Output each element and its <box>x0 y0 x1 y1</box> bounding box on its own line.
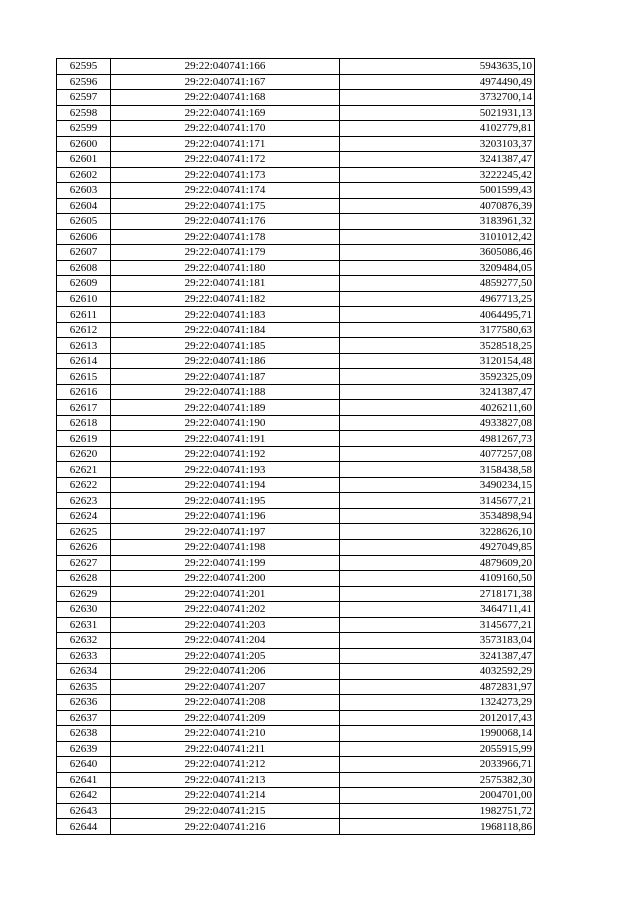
row-number-cell: 62619 <box>57 431 111 447</box>
row-number-cell: 62622 <box>57 477 111 493</box>
row-number-cell: 62639 <box>57 741 111 757</box>
cadastral-value-table <box>56 58 535 835</box>
table-row <box>57 477 535 493</box>
cadastral-value-cell: 4109160,50 <box>340 571 535 587</box>
cadastral-value-cell: 3101012,42 <box>340 229 535 245</box>
cadastral-value-cell: 3158438,58 <box>340 462 535 478</box>
table-row <box>57 400 535 416</box>
cadastral-value-cell: 2004701,00 <box>340 788 535 804</box>
cadastral-value-cell: 4026211,60 <box>340 400 535 416</box>
cadastral-value-cell: 3203103,37 <box>340 136 535 152</box>
cadastral-number-cell: 29:22:040741:213 <box>111 772 340 788</box>
table-row <box>57 462 535 478</box>
cadastral-number-cell: 29:22:040741:170 <box>111 121 340 137</box>
row-number-cell: 62608 <box>57 260 111 276</box>
cadastral-number-cell: 29:22:040741:171 <box>111 136 340 152</box>
row-number-cell: 62610 <box>57 291 111 307</box>
table-row <box>57 493 535 509</box>
row-number-cell: 62636 <box>57 695 111 711</box>
table-row <box>57 245 535 261</box>
cadastral-value-cell: 3145677,21 <box>340 617 535 633</box>
cadastral-value-cell: 4879609,20 <box>340 555 535 571</box>
table-row <box>57 322 535 338</box>
cadastral-value-cell: 5001599,43 <box>340 183 535 199</box>
row-number-cell: 62617 <box>57 400 111 416</box>
table-row <box>57 757 535 773</box>
cadastral-number-cell: 29:22:040741:194 <box>111 477 340 493</box>
row-number-cell: 62626 <box>57 539 111 555</box>
table-row <box>57 648 535 664</box>
table-row <box>57 74 535 90</box>
cadastral-value-cell: 3228626,10 <box>340 524 535 540</box>
cadastral-value-cell: 2012017,43 <box>340 710 535 726</box>
table-row <box>57 710 535 726</box>
row-number-cell: 62624 <box>57 508 111 524</box>
cadastral-number-cell: 29:22:040741:176 <box>111 214 340 230</box>
cadastral-number-cell: 29:22:040741:182 <box>111 291 340 307</box>
table-row <box>57 183 535 199</box>
cadastral-number-cell: 29:22:040741:200 <box>111 571 340 587</box>
cadastral-value-cell: 4974490,49 <box>340 74 535 90</box>
cadastral-number-cell: 29:22:040741:175 <box>111 198 340 214</box>
cadastral-number-cell: 29:22:040741:188 <box>111 384 340 400</box>
cadastral-number-cell: 29:22:040741:196 <box>111 508 340 524</box>
cadastral-number-cell: 29:22:040741:207 <box>111 679 340 695</box>
cadastral-number-cell: 29:22:040741:187 <box>111 369 340 385</box>
cadastral-value-cell: 3241387,47 <box>340 384 535 400</box>
row-number-cell: 62630 <box>57 602 111 618</box>
cadastral-number-cell: 29:22:040741:178 <box>111 229 340 245</box>
row-number-cell: 62641 <box>57 772 111 788</box>
cadastral-value-cell: 3241387,47 <box>340 152 535 168</box>
row-number-cell: 62620 <box>57 446 111 462</box>
cadastral-number-cell: 29:22:040741:193 <box>111 462 340 478</box>
cadastral-value-cell: 3605086,46 <box>340 245 535 261</box>
table-row <box>57 741 535 757</box>
row-number-cell: 62607 <box>57 245 111 261</box>
table-row <box>57 602 535 618</box>
cadastral-number-cell: 29:22:040741:168 <box>111 90 340 106</box>
table-row <box>57 524 535 540</box>
cadastral-number-cell: 29:22:040741:203 <box>111 617 340 633</box>
cadastral-number-cell: 29:22:040741:166 <box>111 59 340 75</box>
table-row <box>57 167 535 183</box>
table-row <box>57 679 535 695</box>
row-number-cell: 62609 <box>57 276 111 292</box>
row-number-cell: 62613 <box>57 338 111 354</box>
cadastral-value-cell: 3490234,15 <box>340 477 535 493</box>
cadastral-number-cell: 29:22:040741:201 <box>111 586 340 602</box>
cadastral-value-cell: 3534898,94 <box>340 508 535 524</box>
table-row <box>57 803 535 819</box>
cadastral-number-cell: 29:22:040741:205 <box>111 648 340 664</box>
cadastral-value-cell: 3573183,04 <box>340 633 535 649</box>
table-row <box>57 307 535 323</box>
row-number-cell: 62638 <box>57 726 111 742</box>
cadastral-value-cell: 2055915,99 <box>340 741 535 757</box>
row-number-cell: 62611 <box>57 307 111 323</box>
cadastral-value-cell: 3528518,25 <box>340 338 535 354</box>
cadastral-value-cell: 4859277,50 <box>340 276 535 292</box>
row-number-cell: 62629 <box>57 586 111 602</box>
cadastral-number-cell: 29:22:040741:211 <box>111 741 340 757</box>
cadastral-value-cell: 5021931,13 <box>340 105 535 121</box>
row-number-cell: 62605 <box>57 214 111 230</box>
cadastral-value-cell: 4070876,39 <box>340 198 535 214</box>
row-number-cell: 62627 <box>57 555 111 571</box>
row-number-cell: 62615 <box>57 369 111 385</box>
table-row <box>57 136 535 152</box>
table-row <box>57 229 535 245</box>
table-row <box>57 695 535 711</box>
table-row <box>57 819 535 835</box>
table-row <box>57 121 535 137</box>
cadastral-value-cell: 2575382,30 <box>340 772 535 788</box>
cadastral-value-cell: 2718171,38 <box>340 586 535 602</box>
table-row <box>57 586 535 602</box>
cadastral-number-cell: 29:22:040741:215 <box>111 803 340 819</box>
row-number-cell: 62631 <box>57 617 111 633</box>
cadastral-number-cell: 29:22:040741:184 <box>111 322 340 338</box>
table-row <box>57 571 535 587</box>
cadastral-value-cell: 2033966,71 <box>340 757 535 773</box>
row-number-cell: 62614 <box>57 353 111 369</box>
row-number-cell: 62616 <box>57 384 111 400</box>
row-number-cell: 62603 <box>57 183 111 199</box>
table-row <box>57 291 535 307</box>
cadastral-number-cell: 29:22:040741:197 <box>111 524 340 540</box>
table-row <box>57 788 535 804</box>
cadastral-value-cell: 3464711,41 <box>340 602 535 618</box>
cadastral-value-cell: 3222245,42 <box>340 167 535 183</box>
row-number-cell: 62637 <box>57 710 111 726</box>
cadastral-number-cell: 29:22:040741:212 <box>111 757 340 773</box>
table-row <box>57 539 535 555</box>
cadastral-number-cell: 29:22:040741:190 <box>111 415 340 431</box>
cadastral-number-cell: 29:22:040741:173 <box>111 167 340 183</box>
cadastral-number-cell: 29:22:040741:179 <box>111 245 340 261</box>
cadastral-number-cell: 29:22:040741:191 <box>111 431 340 447</box>
cadastral-number-cell: 29:22:040741:174 <box>111 183 340 199</box>
table-row <box>57 431 535 447</box>
cadastral-value-cell: 4933827,08 <box>340 415 535 431</box>
row-number-cell: 62598 <box>57 105 111 121</box>
table-row <box>57 508 535 524</box>
row-number-cell: 62595 <box>57 59 111 75</box>
cadastral-value-cell: 1990068,14 <box>340 726 535 742</box>
cadastral-value-cell: 3177580,63 <box>340 322 535 338</box>
cadastral-number-cell: 29:22:040741:202 <box>111 602 340 618</box>
table-row <box>57 90 535 106</box>
table-body <box>57 59 535 835</box>
cadastral-value-cell: 4872831,97 <box>340 679 535 695</box>
cadastral-value-cell: 3145677,21 <box>340 493 535 509</box>
cadastral-number-cell: 29:22:040741:198 <box>111 539 340 555</box>
table-row <box>57 384 535 400</box>
cadastral-value-cell: 3183961,32 <box>340 214 535 230</box>
cadastral-number-cell: 29:22:040741:199 <box>111 555 340 571</box>
cadastral-value-cell: 3209484,05 <box>340 260 535 276</box>
row-number-cell: 62632 <box>57 633 111 649</box>
table-row <box>57 353 535 369</box>
cadastral-value-cell: 3241387,47 <box>340 648 535 664</box>
table-row <box>57 276 535 292</box>
table-row <box>57 105 535 121</box>
cadastral-value-cell: 4102779,81 <box>340 121 535 137</box>
cadastral-number-cell: 29:22:040741:204 <box>111 633 340 649</box>
table-row <box>57 617 535 633</box>
cadastral-number-cell: 29:22:040741:214 <box>111 788 340 804</box>
cadastral-value-cell: 4967713,25 <box>340 291 535 307</box>
row-number-cell: 62628 <box>57 571 111 587</box>
cadastral-value-cell: 4927049,85 <box>340 539 535 555</box>
cadastral-value-cell: 3120154,48 <box>340 353 535 369</box>
table-row <box>57 214 535 230</box>
cadastral-value-cell: 5943635,10 <box>340 59 535 75</box>
row-number-cell: 62596 <box>57 74 111 90</box>
row-number-cell: 62640 <box>57 757 111 773</box>
cadastral-number-cell: 29:22:040741:183 <box>111 307 340 323</box>
table-row <box>57 664 535 680</box>
table-row <box>57 415 535 431</box>
table-row <box>57 260 535 276</box>
row-number-cell: 62601 <box>57 152 111 168</box>
row-number-cell: 62606 <box>57 229 111 245</box>
cadastral-number-cell: 29:22:040741:216 <box>111 819 340 835</box>
cadastral-number-cell: 29:22:040741:181 <box>111 276 340 292</box>
row-number-cell: 62599 <box>57 121 111 137</box>
table-row <box>57 338 535 354</box>
table-row <box>57 59 535 75</box>
row-number-cell: 62635 <box>57 679 111 695</box>
cadastral-value-cell: 4064495,71 <box>340 307 535 323</box>
cadastral-value-cell: 3732700,14 <box>340 90 535 106</box>
row-number-cell: 62634 <box>57 664 111 680</box>
row-number-cell: 62604 <box>57 198 111 214</box>
cadastral-number-cell: 29:22:040741:180 <box>111 260 340 276</box>
cadastral-number-cell: 29:22:040741:195 <box>111 493 340 509</box>
row-number-cell: 62612 <box>57 322 111 338</box>
table-row <box>57 152 535 168</box>
row-number-cell: 62623 <box>57 493 111 509</box>
cadastral-number-cell: 29:22:040741:186 <box>111 353 340 369</box>
cadastral-value-cell: 4032592,29 <box>340 664 535 680</box>
table-row <box>57 198 535 214</box>
cadastral-number-cell: 29:22:040741:192 <box>111 446 340 462</box>
cadastral-number-cell: 29:22:040741:172 <box>111 152 340 168</box>
cadastral-number-cell: 29:22:040741:189 <box>111 400 340 416</box>
row-number-cell: 62621 <box>57 462 111 478</box>
row-number-cell: 62597 <box>57 90 111 106</box>
cadastral-number-cell: 29:22:040741:209 <box>111 710 340 726</box>
cadastral-value-cell: 4981267,73 <box>340 431 535 447</box>
cadastral-value-cell: 1982751,72 <box>340 803 535 819</box>
table-row <box>57 772 535 788</box>
cadastral-number-cell: 29:22:040741:206 <box>111 664 340 680</box>
cadastral-value-cell: 4077257,08 <box>340 446 535 462</box>
row-number-cell: 62618 <box>57 415 111 431</box>
row-number-cell: 62625 <box>57 524 111 540</box>
row-number-cell: 62644 <box>57 819 111 835</box>
table-row <box>57 633 535 649</box>
row-number-cell: 62600 <box>57 136 111 152</box>
cadastral-value-cell: 1968118,86 <box>340 819 535 835</box>
table-row <box>57 726 535 742</box>
row-number-cell: 62642 <box>57 788 111 804</box>
cadastral-value-cell: 1324273,29 <box>340 695 535 711</box>
row-number-cell: 62643 <box>57 803 111 819</box>
cadastral-number-cell: 29:22:040741:169 <box>111 105 340 121</box>
table-row <box>57 446 535 462</box>
cadastral-number-cell: 29:22:040741:208 <box>111 695 340 711</box>
cadastral-number-cell: 29:22:040741:185 <box>111 338 340 354</box>
row-number-cell: 62633 <box>57 648 111 664</box>
cadastral-number-cell: 29:22:040741:167 <box>111 74 340 90</box>
cadastral-value-cell: 3592325,09 <box>340 369 535 385</box>
table-row <box>57 555 535 571</box>
cadastral-number-cell: 29:22:040741:210 <box>111 726 340 742</box>
table-row <box>57 369 535 385</box>
row-number-cell: 62602 <box>57 167 111 183</box>
